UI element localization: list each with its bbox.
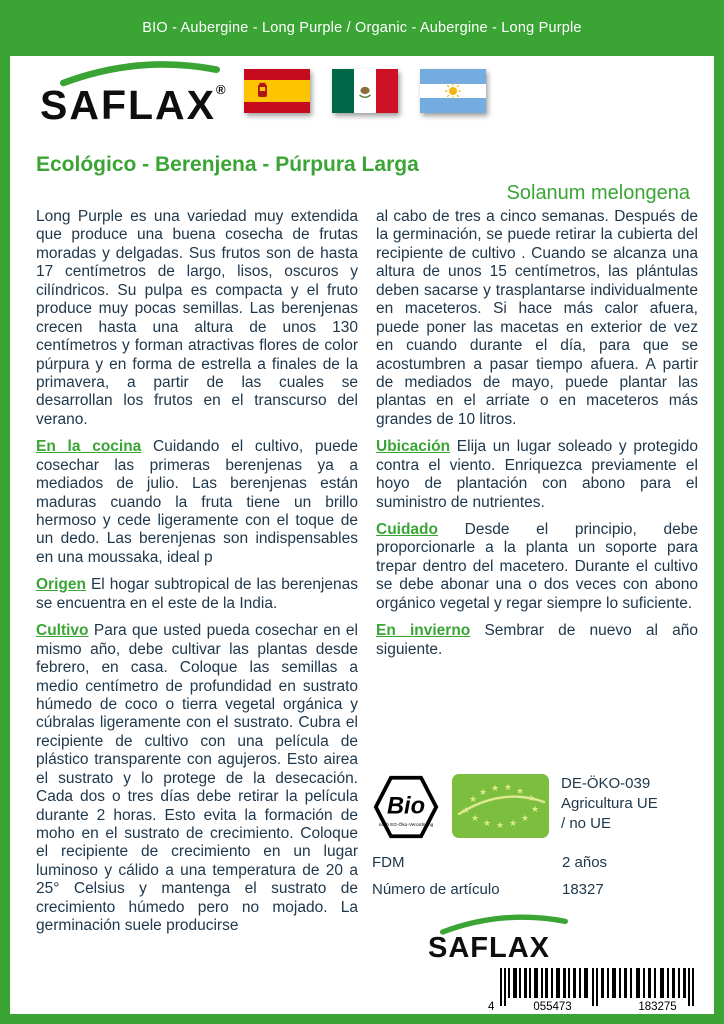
certification-logos-row [372, 770, 696, 844]
section-heading-kitchen: En la cocina [36, 438, 142, 456]
top-bar-text: BIO - Aubergine - Long Purple / Organic - Aubergine - Long Purple [142, 20, 582, 36]
flag-spain-icon [244, 69, 310, 113]
svg-text:★: ★ [482, 818, 492, 828]
svg-text:★: ★ [526, 793, 536, 803]
paragraph-text: Desde el principio, debe proporcionarle a la planta un soporte para trepar dentro del macetero. Durante el cultivo se debe abonar una o dos veces con abono orgánico vegetal y regar siempre lo suficiente. [376, 521, 698, 612]
svg-text:★: ★ [470, 813, 480, 823]
brand-logo [40, 58, 240, 132]
paragraph-cultivation [36, 622, 358, 935]
flag-argentina-icon [420, 69, 486, 113]
paragraph-cultivation-continued [376, 208, 698, 429]
paragraph-text: El hogar subtropical de las berenjenas se encuentra en el este de la India. [36, 576, 358, 612]
top-bar [0, 0, 724, 56]
paragraph-text: Long Purple es una variedad muy extendida que produce una buena cosecha de frutas moradas y delgadas. Sus frutos son de hasta 17 centímetros de largo, lisos, oscuros y cilíndricos. Su pulpa es compacta y el fruto produce muy pocas semillas. Las berenjenas crecen hasta una altura de unos 130 centímetros y forman atractivas flores de color púrpura y en forma de estrella a finales de la primavera, a partir de las cuales se desarrollan los frutos en el transcurso del verano. [36, 208, 358, 428]
svg-text:★: ★ [478, 787, 488, 797]
paragraph-winter [376, 622, 698, 659]
page-title: Ecológico - Berenjena - Púrpura Larga [36, 153, 419, 176]
paragraph-text: Sembrar de nuevo al año siguiente. [376, 622, 699, 658]
eu-organic-leaf-logo-icon [452, 774, 549, 838]
brand-wordmark [40, 82, 240, 128]
svg-text:★: ★ [520, 813, 530, 823]
svg-text:★: ★ [530, 804, 540, 814]
paragraph-text: Cuidando el cultivo, puede cosechar las primeras berenjenas ya a mediados de julio. Las berenjenas están maduras cuando la fruta tiene un brillo hermoso y cede ligeramente con el toque de un dedo. Las berenjenas son indispensables en una moussaka, ideal p [36, 438, 359, 566]
section-heading-location: Ubicación [376, 438, 451, 456]
paragraph-text: Elija un lugar soleado y protegido contra el viento. Enriquezca previamente el hoyo de plantación con abono para el suministro de nutrientes. [376, 438, 698, 511]
certification-text [561, 774, 658, 834]
brand-name-text: SAFLAX [40, 82, 216, 128]
barcode-digits-left: 055473 [533, 1000, 572, 1013]
paragraph-location [376, 438, 698, 512]
svg-text:★: ★ [461, 805, 471, 815]
section-heading-origin: Origen [36, 576, 86, 594]
article-number-row [372, 881, 696, 898]
svg-text:★: ★ [508, 818, 518, 828]
agriculture-line-1: Agricultura UE [561, 795, 658, 812]
section-heading-care: Cuidado [376, 521, 438, 538]
svg-text:★: ★ [468, 794, 478, 804]
paragraph-origin [36, 576, 358, 613]
svg-text:★: ★ [503, 782, 513, 792]
botanical-name: Solanum melongena [506, 182, 690, 204]
paragraph-text: al cabo de tres a cinco semanas. Después de la germinación, se puede retirar la cubierta del recipiente de cultivo . Cuando se alcanza una altura de unos 15 centímetros, las plántulas deben sacarse y trasplantarse individualmente en maceteros. Si hace más calor afuera, puede poner las macetas en exterior de vez en cuando durante el día, para que se acostumbren a pasar tiempo afuera. A partir de mediados de mayo, puede plantar las plantas en el arriate o en maceteros más grandes de 10 litros. [376, 208, 698, 428]
shelf-life-value: 2 años [562, 854, 608, 871]
paragraph-kitchen [36, 438, 358, 567]
argentina-sun-emblem [445, 83, 461, 99]
spain-coat-of-arms [258, 83, 267, 97]
certification-block [372, 770, 696, 963]
paragraph-text: Para que usted pueda cosechar en el mismo año, debe cultivar las plantas desde febrero, en casa. Coloque las semillas a medio centímetro de profundidad en sustrato húmedo de coco o tierra vegetal orgánica y cúbralas ligeramente con el sustrato. Cubra el recipiente de cultivo con una película de plástico transparente con agujeros. Esto airea el sustrato y lo protege de la desecación. Cada dos o tres días debe retirar la película durante 2 horas. Esto evita la formación de moho en el sustrato de crecimiento. Coloque el recipiente de crecimiento en un lugar luminoso y cálido a una temperatura de 20 a 25° Celsius y mantenga el sustrato de crecimiento húmedo pero no mojado. La germinación suele producirse [36, 622, 358, 935]
text-column-left [36, 208, 358, 945]
svg-text:★: ★ [515, 786, 525, 796]
shelf-life-label: FDM [372, 854, 405, 871]
bio-seal-text: Bio [386, 793, 426, 820]
label-sheet [10, 56, 714, 1014]
bio-seal-subtext: nach EG-Öko-Verordnung [378, 822, 434, 828]
registered-mark: ® [216, 82, 228, 97]
shelf-life-row [372, 854, 696, 871]
section-heading-cultivation: Cultivo [36, 622, 89, 640]
barcode [486, 968, 710, 1014]
paragraph-care [376, 521, 698, 613]
svg-text:★: ★ [495, 820, 505, 830]
barcode-digit-lead: 4 [488, 1000, 495, 1013]
barcode-digits [486, 1002, 710, 1014]
svg-text:★: ★ [490, 783, 500, 793]
flags-row [244, 69, 486, 113]
article-number-value: 18327 [562, 881, 604, 898]
flag-mexico-icon [332, 69, 398, 113]
brand-wordmark-small: SAFLAX [428, 932, 550, 964]
brand-logo-small [428, 912, 580, 963]
article-number-label: Número de artículo [372, 881, 500, 898]
eco-code: DE-ÖKO-039 [561, 775, 651, 792]
bio-seal-icon [372, 770, 440, 844]
agriculture-line-2: / no UE [561, 815, 612, 832]
section-heading-winter: En invierno [376, 622, 471, 640]
barcode-digits-right: 183275 [638, 1000, 677, 1013]
paragraph-description [36, 208, 358, 429]
